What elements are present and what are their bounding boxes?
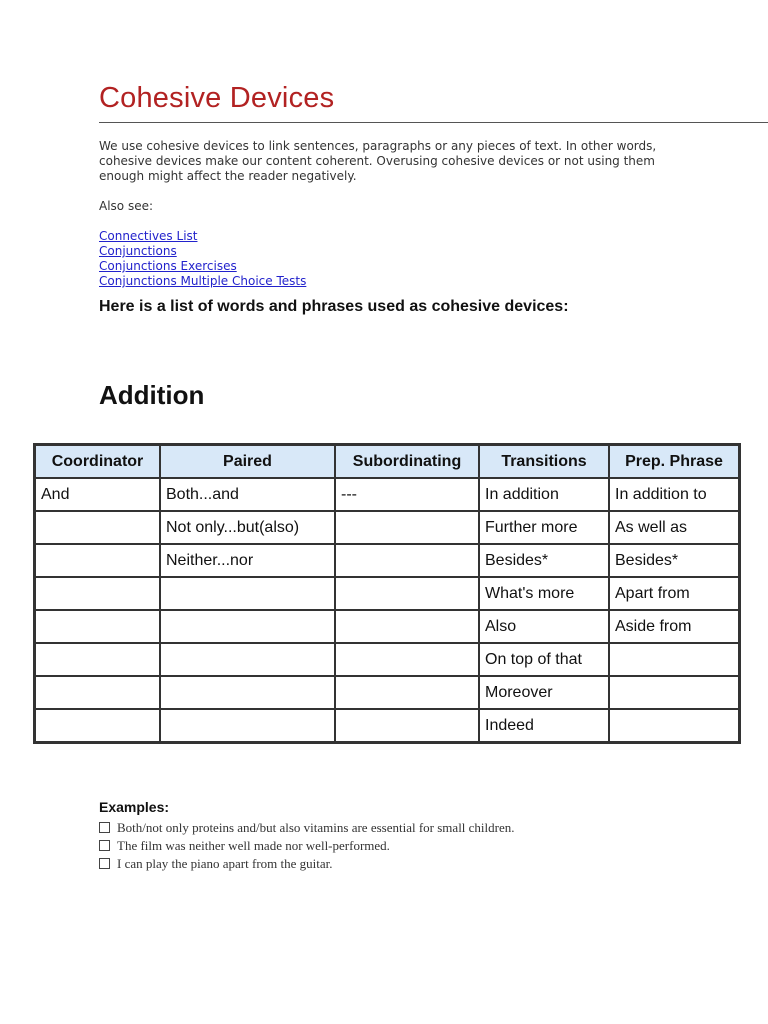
table-cell <box>335 577 479 610</box>
column-header: Coordinator <box>35 445 160 478</box>
table-row <box>35 577 739 610</box>
hollow-square-bullet-icon <box>99 858 110 869</box>
list-intro-heading: Here is a list of words and phrases used as cohesive devices: <box>99 298 569 315</box>
table-cell: Apart from <box>609 577 739 610</box>
table-cell: Also <box>479 610 609 643</box>
table-row <box>35 544 739 577</box>
table-cell <box>35 676 160 709</box>
table-cell: Indeed <box>479 709 609 742</box>
table-cell <box>609 709 739 742</box>
examples-heading: Examples: <box>99 799 170 815</box>
table-row <box>35 610 739 643</box>
link-conjunctions[interactable]: Conjunctions <box>99 244 177 258</box>
table-cell: Neither...nor <box>160 544 335 577</box>
hollow-square-bullet-icon <box>99 840 110 851</box>
link-conjunctions-exercises[interactable]: Conjunctions Exercises <box>99 259 237 273</box>
table-cell <box>35 709 160 742</box>
example-item <box>99 819 515 837</box>
table-cell <box>35 511 160 544</box>
intro-paragraph: We use cohesive devices to link sentences, paragraphs or any pieces of text. In other words, cohesive devices make our content coherent. Overusing cohesive devices or not using them enough might affect the reader negatively. <box>99 139 657 183</box>
table-row <box>35 511 739 544</box>
related-link-item <box>99 274 306 289</box>
table-row <box>35 478 739 511</box>
table-cell <box>160 709 335 742</box>
table-cell: In addition <box>479 478 609 511</box>
table-cell: On top of that <box>479 643 609 676</box>
column-header: Prep. Phrase <box>609 445 739 478</box>
table-cell: --- <box>335 478 479 511</box>
table-cell <box>335 511 479 544</box>
table-cell <box>335 610 479 643</box>
related-link-item <box>99 244 306 259</box>
table-cell <box>335 643 479 676</box>
column-header: Paired <box>160 445 335 478</box>
addition-table <box>33 443 741 744</box>
related-link-item <box>99 229 306 244</box>
related-links-list <box>99 229 306 289</box>
table-body <box>35 478 739 742</box>
table-row <box>35 643 739 676</box>
table-cell <box>35 643 160 676</box>
column-header: Subordinating <box>335 445 479 478</box>
examples-list <box>99 819 515 873</box>
example-text: The film was neither well made nor well-performed. <box>117 838 390 853</box>
hollow-square-bullet-icon <box>99 822 110 833</box>
table-row <box>35 709 739 742</box>
table-cell <box>335 544 479 577</box>
table-row <box>35 676 739 709</box>
table-cell: As well as <box>609 511 739 544</box>
link-connectives-list[interactable]: Connectives List <box>99 229 198 243</box>
table-cell <box>160 577 335 610</box>
title-divider <box>99 122 768 123</box>
addition-table-container <box>33 443 741 743</box>
table-cell: In addition to <box>609 478 739 511</box>
table-cell <box>335 709 479 742</box>
table-cell <box>35 577 160 610</box>
table-cell <box>160 676 335 709</box>
section-heading-addition: Addition <box>99 380 205 410</box>
table-cell: Besides* <box>609 544 739 577</box>
related-link-item <box>99 259 306 274</box>
table-cell: And <box>35 478 160 511</box>
table-cell <box>609 676 739 709</box>
table-cell: Not only...but(also) <box>160 511 335 544</box>
table-cell <box>160 610 335 643</box>
table-cell: What's more <box>479 577 609 610</box>
example-item <box>99 837 515 855</box>
table-cell: Aside from <box>609 610 739 643</box>
example-text: Both/not only proteins and/but also vitamins are essential for small children. <box>117 820 515 835</box>
table-cell: Moreover <box>479 676 609 709</box>
table-cell <box>35 610 160 643</box>
table-cell <box>35 544 160 577</box>
example-item <box>99 855 515 873</box>
table-cell: Both...and <box>160 478 335 511</box>
page-title: Cohesive Devices <box>99 82 335 114</box>
table-cell: Further more <box>479 511 609 544</box>
table-cell <box>335 676 479 709</box>
column-header: Transitions <box>479 445 609 478</box>
example-text: I can play the piano apart from the guitar. <box>117 856 333 871</box>
table-cell: Besides* <box>479 544 609 577</box>
also-see-label: Also see: <box>99 199 154 213</box>
link-conjunctions-tests[interactable]: Conjunctions Multiple Choice Tests <box>99 274 307 288</box>
table-cell <box>160 643 335 676</box>
table-header-row <box>35 445 739 478</box>
table-cell <box>609 643 739 676</box>
